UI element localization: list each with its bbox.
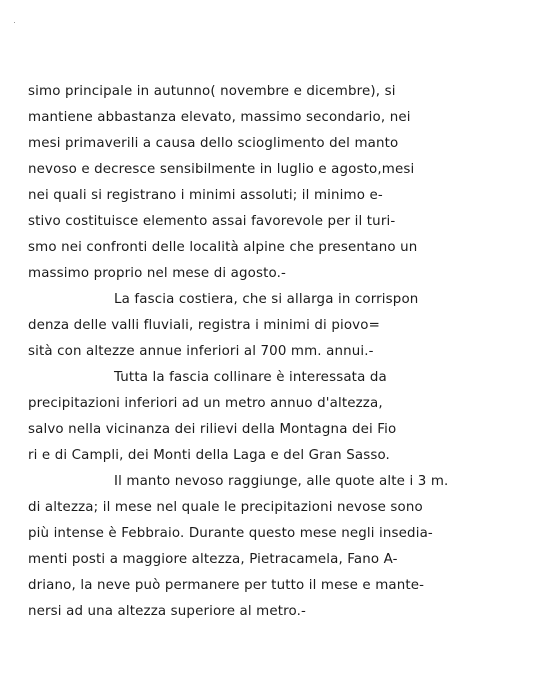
text-line-17: di altezza; il mese nel quale le precipitazioni nevose sono: [28, 500, 423, 515]
text-line-10: denza delle valli fluviali, registra i minimi di piovo=: [28, 318, 380, 333]
text-line-8: massimo proprio nel mese di agosto.-: [28, 266, 286, 281]
text-line-16: Il manto nevoso raggiunge, alle quote alte i 3 m.: [114, 474, 449, 489]
text-line-12: Tutta la fascia collinare è interessata da: [114, 370, 387, 385]
text-line-1: simo principale in autunno( novembre e dicembre), si: [28, 84, 396, 99]
text-line-9: La fascia costiera, che si allarga in corrispon: [114, 292, 419, 307]
text-line-5: nei quali si registrano i minimi assoluti; il minimo e-: [28, 188, 383, 203]
paragraph-costiera-start: [114, 291, 418, 309]
text-line-7: smo nei confronti delle località alpine che presentano un: [28, 240, 418, 255]
text-line-19: menti posti a maggiore altezza, Pietracamela, Fano A-: [28, 552, 398, 567]
text-line-11: sità con altezze annue inferiori al 700 mm. annui.-: [28, 344, 374, 359]
text-line-6: stivo costituisce elemento assai favorevole per il turi-: [28, 214, 396, 229]
text-line-2: mantiene abbastanza elevato, massimo secondario, nei: [28, 110, 411, 125]
text-line-4: nevoso e decresce sensibilmente in luglio e agosto,mesi: [28, 162, 415, 177]
text-line-15: ri e di Campli, dei Monti della Laga e del Gran Sasso.: [28, 448, 390, 463]
text-line-21: nersi ad una altezza superiore al metro.-: [28, 604, 306, 619]
text-line-3: mesi primaverili a causa dello scioglimento del manto: [28, 136, 399, 151]
text-line-14: salvo nella vicinanza dei rilievi della Montagna dei Fio: [28, 422, 397, 437]
text-line-18: più intense è Febbraio. Durante questo mese negli insedia-: [28, 526, 433, 541]
text-line-20: driano, la neve può permanere per tutto il mese e mante-: [28, 578, 425, 593]
margin-mark: [14, 22, 15, 23]
text-line-13: precipitazioni inferiori ad un metro annuo d'altezza,: [28, 396, 383, 411]
